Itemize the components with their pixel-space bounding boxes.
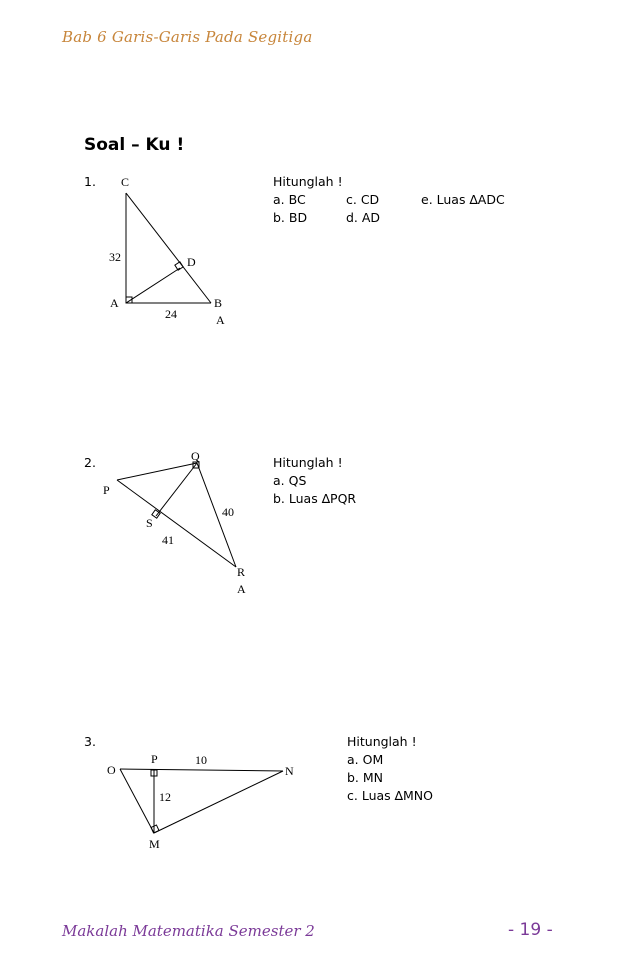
label-c: C: [121, 175, 130, 189]
chapter-header: Bab 6 Garis-Garis Pada Segitiga: [62, 28, 313, 46]
problem-2-number: 2.: [84, 455, 96, 470]
q1-item-c: c. CD: [346, 192, 380, 207]
label-m: M: [149, 837, 160, 851]
label-d: D: [187, 255, 196, 269]
q1-item-b: b. BD: [273, 210, 308, 225]
q1-item-e: e. Luas ∆ADC: [421, 192, 505, 207]
q1-item-a: a. BC: [273, 192, 306, 207]
label-n: N: [285, 764, 294, 778]
label-q: Q: [191, 449, 200, 463]
label-o: O: [107, 763, 116, 777]
q3-item-c: c. Luas ∆MNO: [347, 788, 433, 803]
label-s: S: [146, 516, 153, 530]
footer-title: Makalah Matematika Semester 2: [62, 922, 315, 940]
problem-3-number: 3.: [84, 734, 96, 749]
q3-item-a: a. OM: [347, 752, 384, 767]
label-p3: P: [151, 752, 158, 766]
q1-item-d: d. AD: [346, 210, 381, 225]
problem-2-prompt: Hitunglah !: [273, 455, 343, 470]
label-r: R: [237, 565, 246, 579]
page-number: - 19 -: [508, 920, 553, 940]
label-side-40: 40: [222, 505, 234, 519]
label-p: P: [103, 483, 110, 497]
problem-1-number: 1.: [84, 174, 96, 189]
label-side-41: 41: [162, 533, 174, 547]
label-a: A: [110, 296, 119, 310]
label-side-24: 24: [165, 307, 177, 321]
problem-3-questions: [347, 733, 433, 805]
problem-1-prompt: Hitunglah !: [273, 174, 343, 189]
label-b: B: [214, 296, 223, 310]
label-extra-a: A: [216, 313, 225, 327]
section-title: Soal – Ku !: [84, 135, 185, 155]
problem-3-prompt: Hitunglah !: [347, 734, 417, 749]
label-side-12: 12: [159, 790, 171, 804]
label-side-10: 10: [195, 753, 207, 767]
q2-item-a: a. QS: [273, 473, 307, 488]
label-side-32: 32: [109, 250, 121, 264]
q3-item-b: b. MN: [347, 770, 384, 785]
q2-item-b: b. Luas ∆PQR: [273, 491, 357, 506]
label-extra-a2: A: [237, 582, 246, 596]
